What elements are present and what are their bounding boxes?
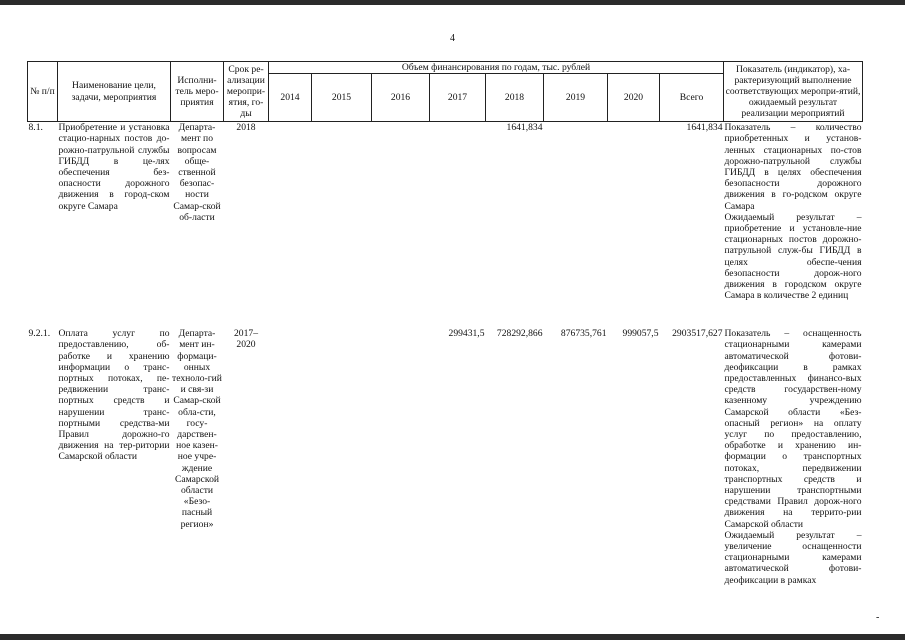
value-2019: 876735,761 [560,328,607,340]
value-total: 2903517,627 [672,328,723,340]
value-2020 [608,122,660,329]
value-2015 [312,122,372,329]
value-2017 [430,122,486,329]
row-name: Оплата услуг по предоставлению, об-работке и хранению информации о транс-портных потоках, пе-редвижении транс-портных средств и нарушении транс-портными средства-ми Правил дорожно-го движения на тер-ритории Самарской области [58,328,170,463]
value-2020: 999057,5 [622,328,659,340]
row-num: 9.2.1. [28,328,51,340]
header-total: Всего [660,74,724,122]
header-year-2016: 2016 [372,74,430,122]
expected-result-text: Ожидаемый результат – приобретение и установле-ние стационарных постов дорожно-патрульной служ-бы ГИБДД в целях обеспе-чения безопасности дорож-ного движения в городском округе Самара в количестве 2 единиц [724,211,862,302]
value-2016 [372,122,430,329]
expected-result-text: Ожидаемый результат – увеличение оснащенности стационарными камерами автоматической фотови-деофиксации в рамках [724,529,862,586]
row-indicator [724,122,863,329]
row-term: 2017–2020 [234,328,258,351]
header-year-2015: 2015 [312,74,372,122]
header-num: № п/п [28,62,58,122]
header-executor: Исполни-тель меро-приятия [171,62,224,122]
header-name: Наименование цели, задачи, мероприятия [58,62,171,122]
table-row [28,122,863,329]
header-year-2019: 2019 [544,74,608,122]
footer-mark: - [876,612,880,623]
row-term: 2018 [236,122,256,134]
header-year-2014: 2014 [269,74,312,122]
bottom-border-bar [0,634,905,640]
row-indicator [724,328,863,586]
value-2018: 1641,834 [506,122,543,134]
program-table [27,61,863,586]
page-number: 4 [450,33,455,44]
header-year-2018: 2018 [486,74,544,122]
row-num: 8.1. [28,122,43,134]
top-border-bar [0,0,905,5]
row-executor: Департа-мент ин-формаци-онных техноло-гий и свя-зи Самар-ской обла-сти, госу-дарствен-ное казен-ное учре-ждение Самарской области «Безо-пасный регион» [172,328,222,530]
header-year-2020: 2020 [608,74,660,122]
value-total: 1641,834 [686,122,723,134]
value-2014 [269,122,312,329]
value-2014 [269,328,312,586]
indicator-text: Показатель – количество приобретенных и установ-ленных стационарных по-стов дорожно-патрульной службы ГИБДД в целях обеспечения безопасности дорожного движения в го-родском округе Самара [724,122,862,212]
row-executor: Департа-мент по вопросам обще-ственной безопас-ности Самар-ской об-ласти [173,122,221,223]
value-2018: 728292,866 [496,328,543,340]
header-term: Срок ре-ализации меропри-ятия, го-ды [224,62,269,122]
row-name: Приобретение и установка стацио-нарных постов до-рожно-патрульной службы ГИБДД в це-лях обеспечения без-опасности дорожного движения в город-ском округе Самара [58,122,170,212]
table-row [28,328,863,586]
value-2019 [544,122,608,329]
header-indicator: Показатель (индикатор), ха-рактеризующий выполнение соответствующих меропри-ятий, ожидаемый результат реализации мероприятий [724,62,863,122]
header-year-2017: 2017 [430,74,486,122]
value-2016 [372,328,430,586]
value-2017: 299431,5 [448,328,485,340]
value-2015 [312,328,372,586]
indicator-text: Показатель – оснащенность стационарными камерами автоматической фотови-деофиксации в рамках предоставленных финансо-вых средств государствен-ному казенному учреждению Самарской области «Без-опасный регион» на оплату услуг по предоставлению, обработке и хранению ин-формации о транспортных потоках, передвижении транспортных средств и нарушении транспортными средствами Правил дорож-ного движения на террито-рии Самарской области [724,328,862,530]
header-financing: Объем финансирования по годам, тыс. рублей [269,62,724,74]
